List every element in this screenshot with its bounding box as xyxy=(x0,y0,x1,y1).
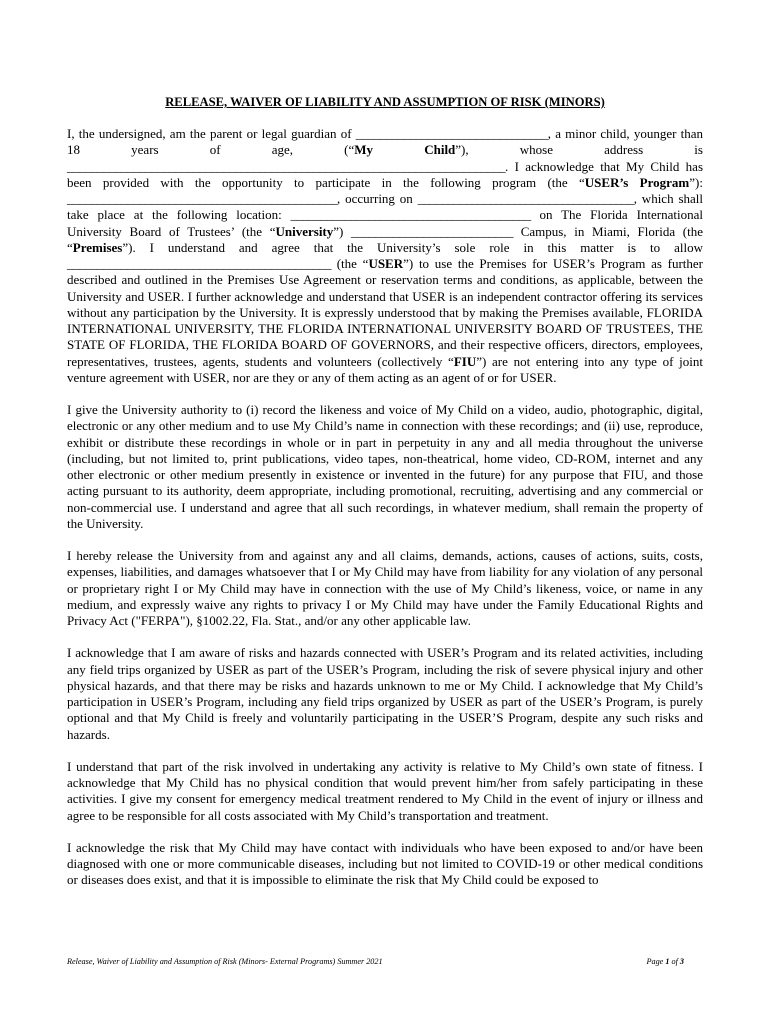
text-segment: , occurring on xyxy=(337,191,418,206)
paragraph-media-release: I hereby release the University from and against any and all claims, demands, actions, causes of actions, suits, costs, expenses, liabilities, and damages whatsoever that I or My Child may have from liability for any violation of any personal or proprietary right I or My Child may have in connection with the use of My Child’s likeness, voice, or name in any medium, and expressly waive any rights to privacy I or My Child may have under the Family Educational Rights and Privacy Act ("FERPA"), §1002.22, Fla. Stat., and/or any other applicable law. xyxy=(67,548,703,628)
text-segment: ”): xyxy=(689,174,703,190)
text-segment: ”) are not entering into any type of joint venture agreement with USER, nor are they or any of them acting as an agent of or for USER. xyxy=(67,353,704,385)
footer-document-label: Release, Waiver of Liability and Assumption of Risk (Minors- External Programs) Summer 2021 xyxy=(67,957,383,966)
address-blank: _________________________________________________________________________ xyxy=(67,158,505,174)
page-of: of xyxy=(669,957,680,966)
defined-term-user: USER xyxy=(368,256,404,271)
text-segment: I, the undersigned, am the parent or legal guardian of xyxy=(67,126,356,141)
document-title: RELEASE, WAIVER OF LIABILITY AND ASSUMPTION OF RISK (MINORS) xyxy=(165,95,605,109)
defined-term-university: University xyxy=(275,223,334,239)
footer-page-number xyxy=(646,957,684,966)
minor-child-name-blank: ________________________________ xyxy=(355,126,548,141)
paragraph-media-authority: I give the University authority to (i) record the likeness and voice of My Child on a video, audio, photographic, digital, electronic or any other medium and to use My Child’s name in connection with these recordings; and (ii) use, reproduce, exhibit or distribute these recordings in whole or in part in perpetuity in any and all media throughout the universe (including, but not limited to, print publications, video tapes, non-theatrical, home video, CD-ROM, internet and any other electronic or other medium presently in existence or invented in the future) for any purpose that FIU, and those acting pursuant to its authority, deem appropriate, including promotional, recruiting, advertising and any commercial or non-commercial use. I understand and agree that all such recordings, in whatever medium, shall remain the property of the University. xyxy=(67,402,703,531)
text-segment: ”). I understand and agree that the University’s sole role in this matter is to allow xyxy=(122,239,703,255)
text-segment: ”), whose address is xyxy=(455,142,703,158)
user-name-blank: ____________________________________________ xyxy=(67,256,331,271)
text-segment: . I acknowledge that My Child has been provided with the opportunity to participate in the following program (the “ xyxy=(67,158,703,190)
paragraph-release-intro xyxy=(67,126,703,386)
defined-term-my-child: My Child xyxy=(354,142,456,158)
document-body xyxy=(67,126,703,905)
defined-term-fiu: FIU xyxy=(453,353,477,369)
program-name-blank: _____________________________________________ xyxy=(67,191,337,206)
page-label: Page xyxy=(646,957,666,966)
page-current: 1 xyxy=(665,957,670,966)
text-segment: on The Florida International University Board of Trustees’ (the “ xyxy=(67,207,703,239)
program-date-blank: ____________________________________ xyxy=(417,191,634,206)
paragraph-fitness-medical: I understand that part of the risk involved in undertaking any activity is relative to My Child’s own state of fitness. I acknowledge that My Child has no physical condition that would prevent him/her from safely participating in these activities. I give my consent for emergency medical treatment rendered to My Child in the event of injury or illness and agree to be responsible for all costs associated with My Child’s transportation and treatment. xyxy=(67,758,703,823)
text-segment: ”) to use the Premises for USER’s Program as further described and outlined in the Premises Use Agreement or reservation terms and conditions, as applicable, between the University and USER. I further acknowledge and understand that USER is an independent contractor offering its services without any participation by the University. It is expressly understood that by making the Premises available, FLORIDA INTERNATIONAL UNIVERSITY, THE FLORIDA INTERNATIONAL UNIVERSITY BOARD OF TRUSTEES, THE STATE OF FLORIDA, THE FLORIDA BOARD OF GOVERNORS, and their respective officers, directors, employees, representatives, trustees, agents, students and volunteers (collectively “ xyxy=(67,256,704,369)
paragraph-risk-acknowledgment: I acknowledge that I am aware of risks and hazards connected with USER’s Program and its related activities, including any field trips organized by USER as part of the USER’s Program, including the risk of severe physical injury and other physical hazards, and that there may be risks and hazards unknown to me or My Child. I acknowledge that My Child’s participation in USER’s Program, including any field trips organized by USER as part of the USER’s Program, is purely optional and that My Child is freely and voluntarily participating in the USER’S Program, despite any such risks and hazards. xyxy=(67,645,703,742)
text-segment: Campus, in Miami, Florida (the “ xyxy=(67,223,703,255)
page-total: 3 xyxy=(679,957,684,966)
text-segment: (the “ xyxy=(331,256,369,271)
defined-term-premises: Premises xyxy=(72,239,123,255)
text-segment: ”) xyxy=(333,223,352,239)
text-segment: , a minor child, younger than 18 years of age, (“ xyxy=(67,126,703,158)
text-segment: , which shall take place at the following location: xyxy=(67,191,704,223)
defined-term-users-program: USER’s Program xyxy=(584,174,690,190)
location-blank: ________________________________________ xyxy=(290,207,531,223)
paragraph-communicable-disease: I acknowledge the risk that My Child may have contact with individuals who have been exposed to and/or have been diagnosed with one or more communicable diseases, including but not limited to COVID-19 or other medical conditions or diseases does exist, and that it is impossible to eliminate the risk that My Child could be exposed to xyxy=(67,839,703,888)
campus-blank: ___________________________ xyxy=(351,223,514,239)
